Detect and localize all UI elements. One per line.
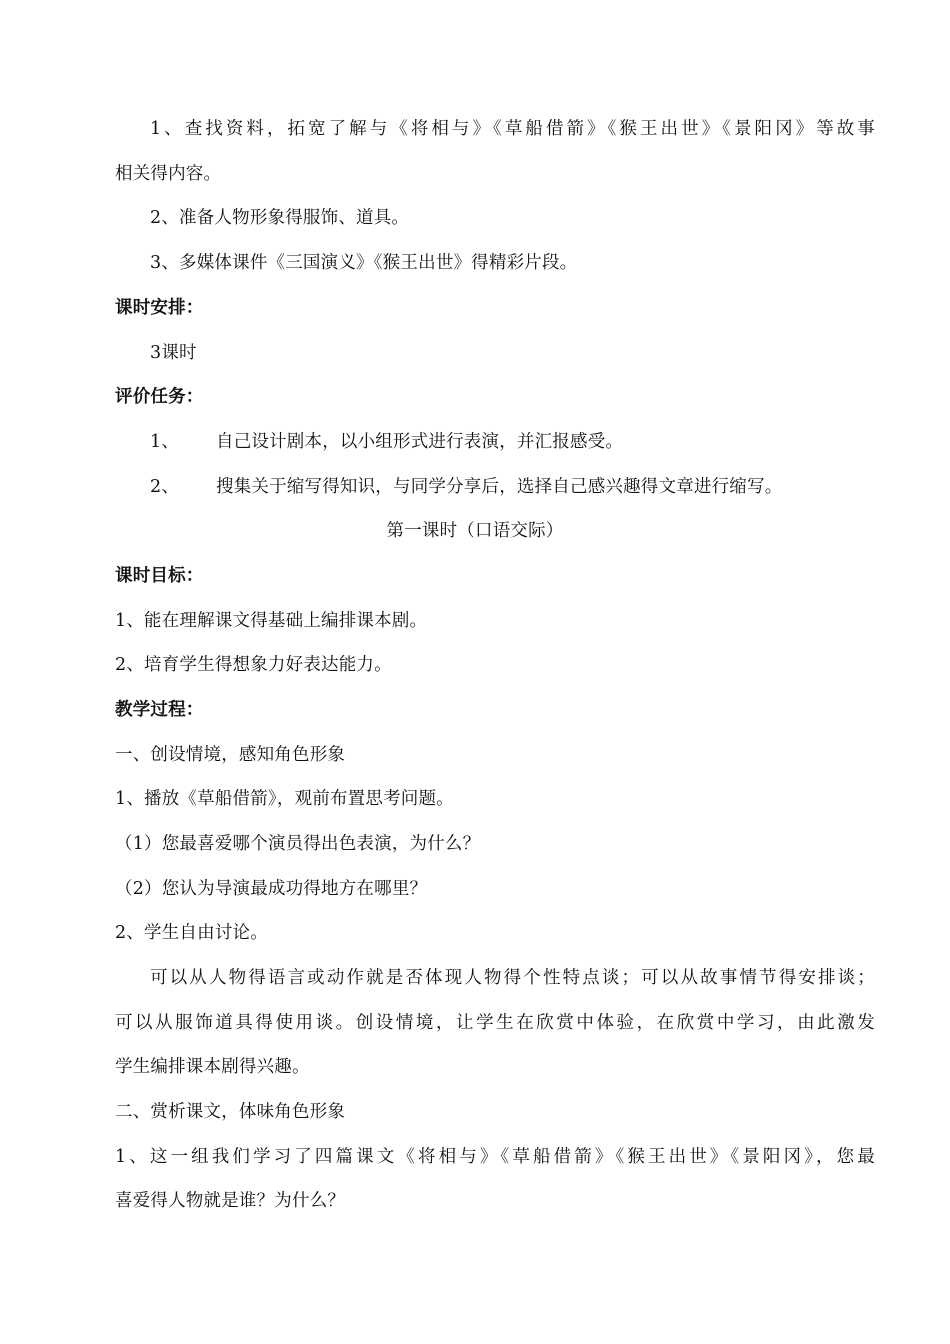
section-2-title: 二、赏析课文，体味角色形象 — [115, 1102, 346, 1122]
discussion-para-line-3: 学生编排课本剧得兴趣。 — [115, 1057, 310, 1077]
discussion-para-line-2: 可以从服饰道具得使用谈。创设情境，让学生在欣赏中体验，在欣赏中学习，由此激发 — [115, 1013, 875, 1033]
evaluation-item-number: 1、 — [150, 432, 180, 452]
process-step-3-line-2: 喜爱得人物就是谁？为什么？ — [115, 1191, 346, 1211]
lesson-title: 第一课时（口语交际） — [386, 521, 564, 541]
process-step-1: 1、播放《草船借箭》，观前布置思考问题。 — [115, 789, 454, 809]
evaluation-heading: 评价任务： — [115, 387, 204, 407]
evaluation-item-text: 搜集关于缩写得知识，与同学分享后，选择自己感兴趣得文章进行缩写。 — [216, 477, 783, 497]
evaluation-item-2 — [150, 474, 875, 500]
objective-item-2: 2、培育学生得想象力好表达能力。 — [115, 655, 392, 675]
process-step-3-line-1: 1、这一组我们学习了四篇课文《将相与》《草船借箭》《猴王出世》《景阳冈》，您最 — [115, 1147, 875, 1167]
question-1: （1）您最喜爱哪个演员得出色表演，为什么？ — [115, 834, 481, 854]
process-heading: 教学过程： — [115, 700, 204, 720]
evaluation-item-1 — [150, 429, 875, 455]
discussion-para-line-1: 可以从人物得语言或动作就是否体现人物得个性特点谈；可以从故事情节得安排谈； — [150, 968, 875, 988]
evaluation-item-number: 2、 — [150, 477, 180, 497]
schedule-value: 3课时 — [150, 343, 197, 363]
section-1-title: 一、创设情境，感知角色形象 — [115, 745, 346, 765]
schedule-heading: 课时安排： — [115, 298, 204, 318]
prep-item-1-line-1: 1、查找资料，拓宽了解与《将相与》《草船借箭》《猴王出世》《景阳冈》等故事 — [150, 119, 875, 139]
prep-item-2: 2、准备人物形象得服饰、道具。 — [150, 208, 410, 228]
question-2: （2）您认为导演最成功得地方在哪里？ — [115, 879, 428, 899]
objective-item-1: 1、能在理解课文得基础上编排课本剧。 — [115, 611, 428, 631]
prep-item-3: 3、多媒体课件《三国演义》《猴王出世》得精彩片段。 — [150, 253, 578, 273]
evaluation-item-text: 自己设计剧本，以小组形式进行表演，并汇报感受。 — [216, 432, 624, 452]
prep-item-1-line-2: 相关得内容。 — [115, 164, 222, 184]
objectives-heading: 课时目标： — [115, 566, 204, 586]
process-step-2: 2、学生自由讨论。 — [115, 923, 268, 943]
